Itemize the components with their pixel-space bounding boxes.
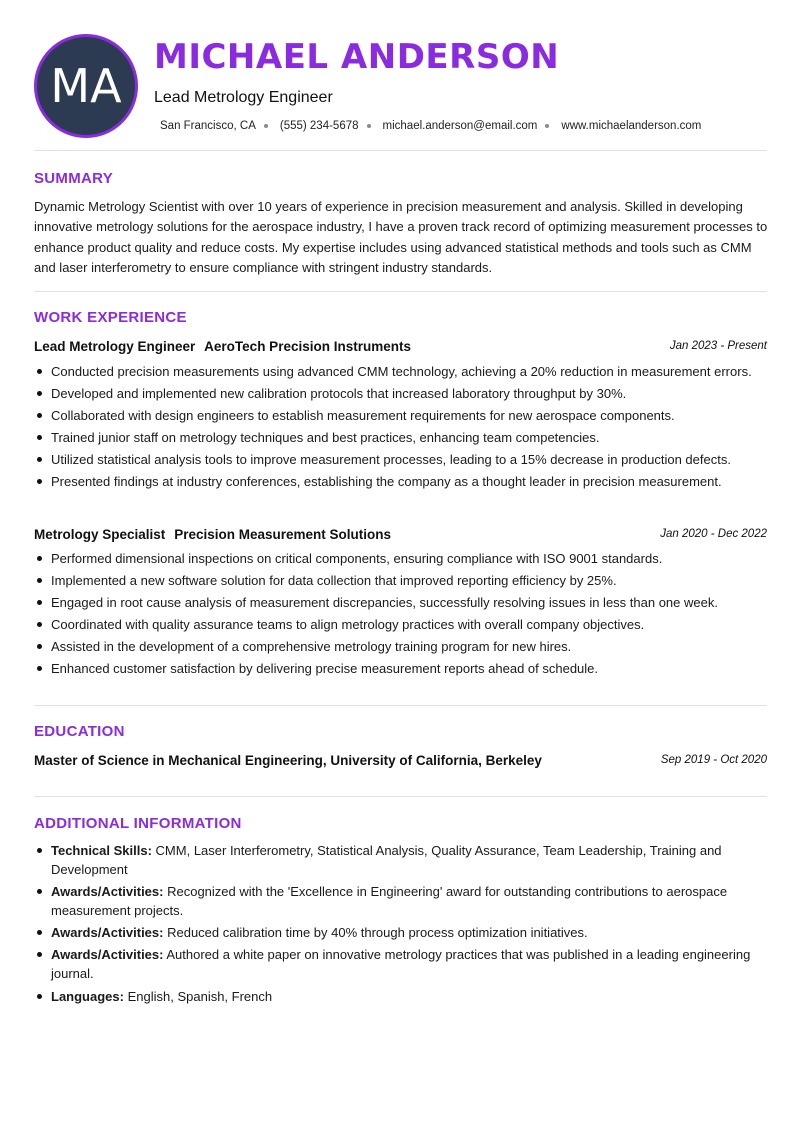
item-text: Reduced calibration time by 40% through process optimization initiatives. (167, 925, 588, 940)
avatar-initials: MA (50, 59, 122, 113)
contact-email[interactable]: michael.anderson@email.com (382, 120, 538, 132)
item-label: Technical Skills: (51, 843, 152, 858)
item-label: Awards/Activities: (51, 884, 164, 899)
work-experience-heading: WORK EXPERIENCE (34, 309, 187, 326)
job-dates: Jan 2023 - Present (669, 340, 767, 352)
divider (34, 705, 767, 706)
list-item: Enhanced customer satisfaction by delivering precise measurement reports ahead of schedule. (34, 659, 767, 678)
resume-header (34, 34, 767, 138)
divider (34, 150, 767, 151)
job-title: Lead Metrology Engineer (154, 89, 333, 106)
education-heading: EDUCATION (34, 723, 125, 740)
additional-info-list (34, 841, 767, 1009)
list-item: Performed dimensional inspections on critical components, ensuring compliance with ISO 9001 standards. (34, 549, 767, 568)
job-position: Metrology Specialist (34, 527, 166, 542)
separator-dot-icon (264, 124, 268, 128)
list-item: Trained junior staff on metrology techniques and best practices, enhancing team competencies. (34, 428, 767, 447)
item-text: English, Spanish, French (127, 989, 273, 1004)
list-item: Developed and implemented new calibration protocols that increased laboratory throughput by 30%. (34, 384, 767, 403)
item-label: Awards/Activities: (51, 947, 164, 962)
item-label: Languages: (51, 989, 124, 1004)
item-text: Authored a white paper on innovative metrology practices that was published in a leading engineering journal. (51, 947, 751, 981)
list-item: Conducted precision measurements using advanced CMM technology, achieving a 20% reduction in measurement errors. (34, 362, 767, 381)
contact-phone: (555) 234-5678 (279, 120, 359, 132)
list-item: Assisted in the development of a comprehensive metrology training program for new hires. (34, 637, 767, 656)
job-company: Precision Measurement Solutions (174, 527, 391, 542)
avatar (34, 34, 138, 138)
summary-text: Dynamic Metrology Scientist with over 10 years of experience in precision measurement and analysis. Skilled in developing innovative metrology solutions for the aerospace industry, I have a proven track record of optimizing measurement processes to enhance product quality and reduce costs. My expertise includes using advanced statistical methods and tools such as CMM and laser interferometry to ensure compliance with stringent industry standards. (34, 199, 768, 275)
list-item: Coordinated with quality assurance teams to align metrology practices with overall company objectives. (34, 615, 767, 634)
job-header (34, 338, 767, 356)
job-position: Lead Metrology Engineer (34, 339, 196, 354)
education-entry (34, 752, 767, 770)
separator-dot-icon (545, 124, 549, 128)
divider (34, 291, 767, 292)
job-bullets (34, 549, 767, 681)
list-item: Implemented a new software solution for data collection that improved reporting efficiency by 25%. (34, 571, 767, 590)
candidate-name: MICHAEL ANDERSON (154, 37, 560, 77)
contact-info (160, 120, 701, 132)
contact-website[interactable]: www.michaelanderson.com (561, 120, 702, 132)
list-item (34, 841, 767, 879)
list-item: Presented findings at industry conferences, establishing the company as a thought leader in precision measurement. (34, 472, 767, 491)
additional-info-heading: ADDITIONAL INFORMATION (34, 815, 242, 832)
list-item (34, 882, 767, 920)
job-dates: Jan 2020 - Dec 2022 (660, 528, 767, 540)
education-dates: Sep 2019 - Oct 2020 (660, 754, 767, 766)
list-item: Utilized statistical analysis tools to improve measurement processes, leading to a 15% decrease in production defects. (34, 450, 767, 469)
degree: Master of Science in Mechanical Engineering, University of California, Berkeley (34, 753, 542, 768)
summary-heading: SUMMARY (34, 170, 114, 187)
contact-location: San Francisco, CA (160, 120, 256, 132)
list-item (34, 987, 767, 1006)
item-text: Recognized with the 'Excellence in Engineering' award for outstanding contributions to aerospace measurement projects. (51, 884, 728, 918)
separator-dot-icon (367, 124, 371, 128)
list-item (34, 945, 767, 983)
job-header (34, 526, 767, 544)
list-item: Engaged in root cause analysis of measurement discrepancies, successfully resolving issues in less than one week. (34, 593, 767, 612)
list-item (34, 923, 767, 942)
divider (34, 796, 767, 797)
item-text: CMM, Laser Interferometry, Statistical Analysis, Quality Assurance, Team Leadership, Training and Development (51, 843, 722, 877)
job-bullets (34, 362, 767, 494)
list-item: Collaborated with design engineers to establish measurement requirements for new aerospace components. (34, 406, 767, 425)
job-company: AeroTech Precision Instruments (204, 339, 411, 354)
item-label: Awards/Activities: (51, 925, 164, 940)
